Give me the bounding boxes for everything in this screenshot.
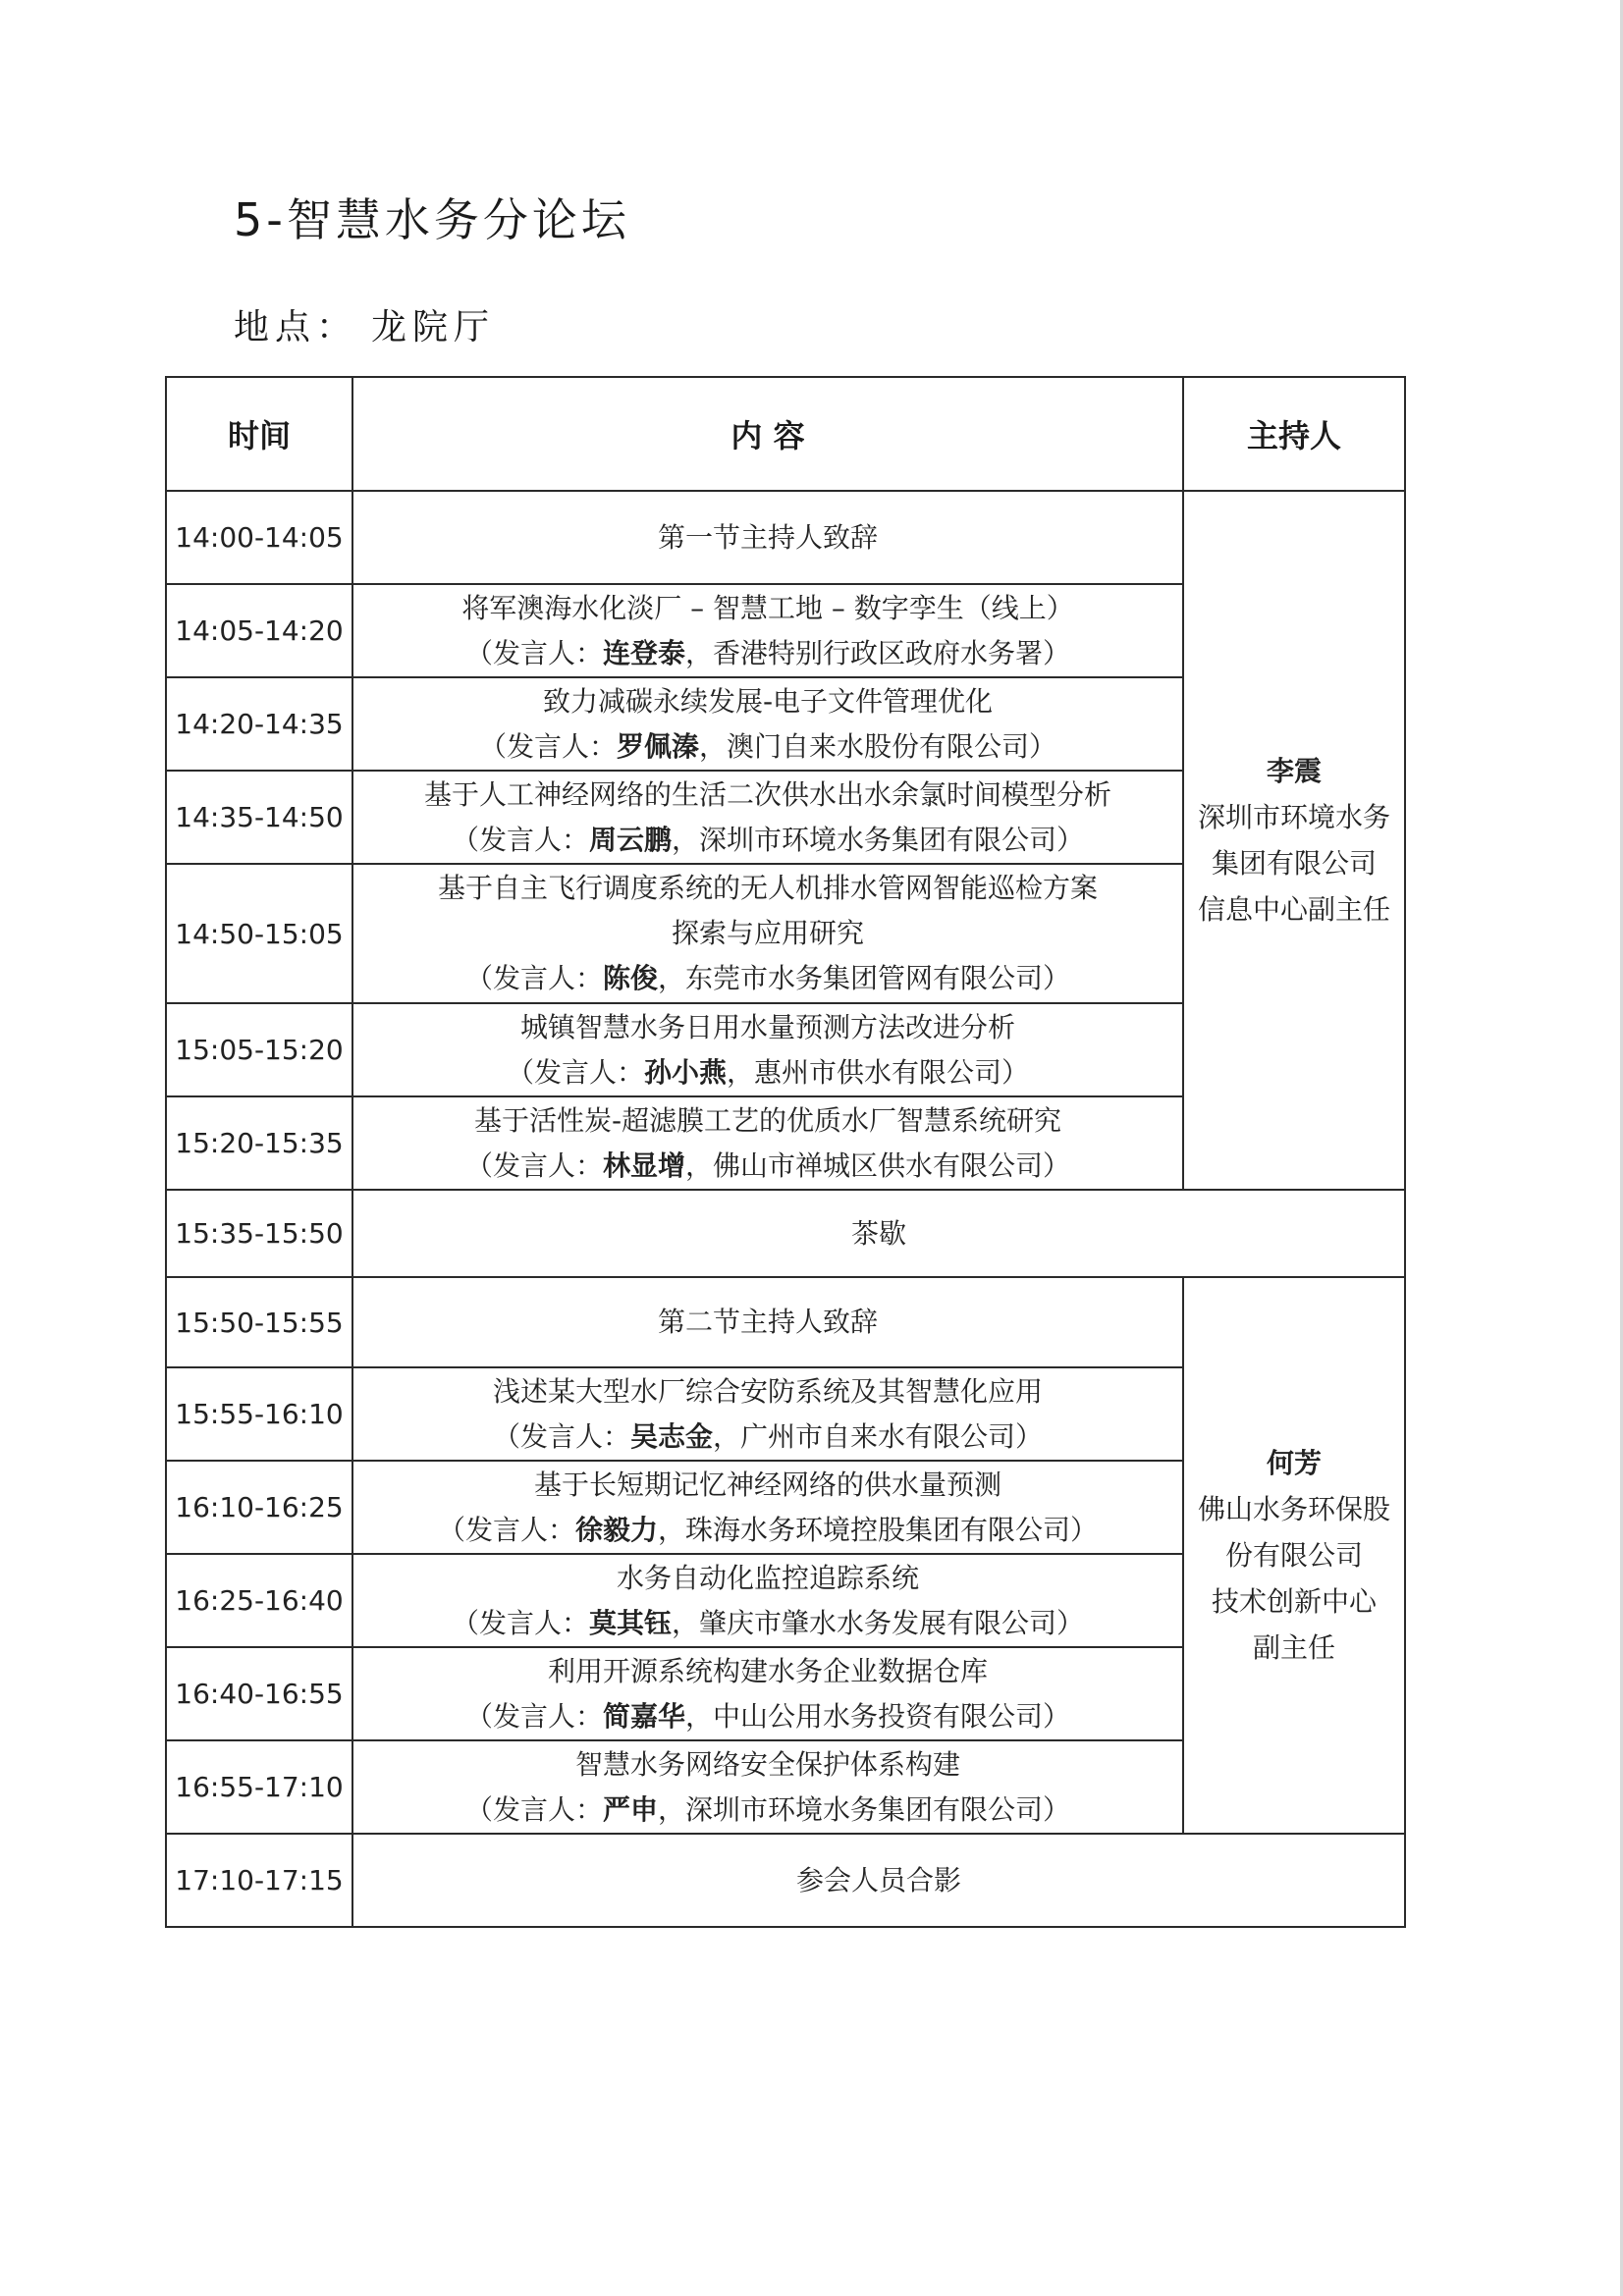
time-cell: 17:10-17:15 <box>166 1834 352 1927</box>
speaker-line <box>359 1694 1176 1739</box>
closing-row <box>166 1834 1405 1927</box>
time-cell: 14:50-15:05 <box>166 864 352 1003</box>
venue-label: 地点： <box>234 307 358 347</box>
content-cell <box>352 1096 1183 1190</box>
table-row <box>166 491 1405 584</box>
speaker-org: ，惠州市供水有限公司） <box>727 1055 1030 1089</box>
host-title-line: 集团有限公司 <box>1211 847 1377 880</box>
host-title-line: 佛山水务环保股 <box>1197 1493 1390 1525</box>
talk-title: 基于自主飞行调度系统的无人机排水管网智能巡检方案 <box>437 872 1098 904</box>
speaker-prefix: （发言人： <box>464 962 603 994</box>
venue-value: 龙院厅 <box>371 307 496 347</box>
speaker-line <box>359 1144 1176 1189</box>
content-cell <box>352 1003 1183 1096</box>
content-cell <box>352 677 1183 771</box>
speaker-prefix: （发言人： <box>464 1699 603 1733</box>
speaker-prefix: （发言人： <box>464 1148 603 1182</box>
header-host: 主持人 <box>1183 377 1405 491</box>
host-title-line: 技术创新中心 <box>1211 1585 1377 1618</box>
speaker-name: 吴志金 <box>629 1419 713 1453</box>
speaker-org: ，佛山市禅城区供水有限公司） <box>685 1148 1071 1182</box>
talk-title: 第一节主持人致辞 <box>657 520 878 554</box>
speaker-prefix: （发言人： <box>451 1606 589 1639</box>
talk-title: 城镇智慧水务日用水量预测方法改进分析 <box>519 1010 1015 1043</box>
time-cell: 14:00-14:05 <box>166 491 352 584</box>
speaker-line <box>359 1788 1176 1833</box>
table-row <box>166 1277 1405 1367</box>
speaker-org: ，香港特别行政区政府水务署） <box>685 636 1071 669</box>
time-cell: 16:10-16:25 <box>166 1461 352 1554</box>
break-cell: 茶歇 <box>352 1190 1405 1277</box>
venue-line <box>234 299 509 349</box>
time-cell: 15:05-15:20 <box>166 1003 352 1096</box>
talk-title: 基于活性炭-超滤膜工艺的优质水厂智慧系统研究 <box>473 1103 1062 1137</box>
speaker-prefix: （发言人： <box>464 636 603 669</box>
talk-title: 第二节主持人致辞 <box>657 1306 878 1338</box>
host-title-line: 副主任 <box>1252 1631 1335 1664</box>
speaker-line <box>359 1050 1176 1095</box>
speaker-name: 孙小燕 <box>643 1055 727 1089</box>
time-cell: 16:55-17:10 <box>166 1740 352 1834</box>
speaker-org: ，中山公用水务投资有限公司） <box>685 1699 1071 1733</box>
speaker-prefix: （发言人： <box>437 1513 575 1546</box>
speaker-name: 莫其钰 <box>588 1606 672 1639</box>
speaker-name: 罗佩溱 <box>616 729 699 763</box>
speaker-line <box>359 1601 1176 1646</box>
time-cell: 15:55-16:10 <box>166 1367 352 1461</box>
speaker-prefix: （发言人： <box>492 1419 630 1453</box>
talk-title: 致力减碳永续发展-电子文件管理优化 <box>542 684 994 718</box>
content-cell <box>352 1367 1183 1461</box>
speaker-line <box>359 956 1176 1001</box>
talk-title: 基于长短期记忆神经网络的供水量预测 <box>533 1468 1001 1501</box>
speaker-name: 简嘉华 <box>602 1699 685 1733</box>
host-name: 何芳 <box>1266 1447 1322 1479</box>
speaker-name: 徐毅力 <box>574 1513 658 1546</box>
talk-title: 浅述某大型水厂综合安防系统及其智慧化应用 <box>492 1374 1043 1408</box>
closing-cell: 参会人员合影 <box>352 1834 1405 1927</box>
host-cell-session2 <box>1183 1277 1405 1834</box>
header-row <box>166 377 1405 491</box>
content-cell <box>352 771 1183 864</box>
time-cell: 16:25-16:40 <box>166 1554 352 1647</box>
speaker-name: 严申 <box>602 1792 658 1826</box>
speaker-name: 连登泰 <box>602 636 685 669</box>
talk-title: 水务自动化监控追踪系统 <box>616 1561 919 1594</box>
speaker-line <box>359 724 1176 770</box>
time-cell: 15:35-15:50 <box>166 1190 352 1277</box>
speaker-org: ，东莞市水务集团管网有限公司） <box>658 962 1071 994</box>
speaker-org: ，深圳市环境水务集团有限公司） <box>672 823 1085 856</box>
speaker-prefix: （发言人： <box>464 1792 603 1826</box>
host-cell-session1 <box>1183 491 1405 1190</box>
host-title-line: 深圳市环境水务 <box>1197 801 1390 833</box>
talk-title: 智慧水务网络安全保护体系构建 <box>574 1747 960 1781</box>
host-title-line: 信息中心副主任 <box>1197 893 1390 926</box>
speaker-org: ，深圳市环境水务集团有限公司） <box>658 1792 1071 1826</box>
content-cell <box>352 864 1183 1003</box>
time-cell: 14:05-14:20 <box>166 584 352 677</box>
time-cell: 15:50-15:55 <box>166 1277 352 1367</box>
speaker-line <box>359 1415 1176 1460</box>
header-content: 内 容 <box>352 377 1183 491</box>
speaker-name: 陈俊 <box>602 962 658 994</box>
talk-title: 将军澳海水化淡厂 – 智慧工地 – 数字孪生（线上） <box>461 591 1074 624</box>
content-cell <box>352 491 1183 584</box>
speaker-line <box>359 631 1176 676</box>
content-cell <box>352 1647 1183 1740</box>
speaker-org: ，广州市自来水有限公司） <box>713 1419 1044 1453</box>
speaker-org: ，珠海水务环境控股集团有限公司） <box>658 1513 1099 1546</box>
speaker-prefix: （发言人： <box>451 823 589 856</box>
host-name: 李震 <box>1266 755 1322 787</box>
speaker-org: ，澳门自来水股份有限公司） <box>699 729 1057 763</box>
speaker-prefix: （发言人： <box>478 729 617 763</box>
content-cell <box>352 1277 1183 1367</box>
speaker-name: 林显增 <box>602 1148 685 1182</box>
speaker-org: ，肇庆市肇水水务发展有限公司） <box>672 1606 1085 1639</box>
content-cell <box>352 1740 1183 1834</box>
talk-title: 基于人工神经网络的生活二次供水出水余氯时间模型分析 <box>423 777 1111 811</box>
schedule-table <box>165 376 1406 1928</box>
break-row <box>166 1190 1405 1277</box>
time-cell: 16:40-16:55 <box>166 1647 352 1740</box>
speaker-prefix: （发言人： <box>506 1055 644 1089</box>
time-cell: 15:20-15:35 <box>166 1096 352 1190</box>
content-cell <box>352 1461 1183 1554</box>
talk-title: 利用开源系统构建水务企业数据仓库 <box>547 1654 988 1687</box>
speaker-name: 周云鹏 <box>588 823 672 856</box>
talk-title-cont: 探索与应用研究 <box>671 917 864 949</box>
time-cell: 14:35-14:50 <box>166 771 352 864</box>
speaker-line <box>359 818 1176 863</box>
content-cell <box>352 1554 1183 1647</box>
host-title-line: 份有限公司 <box>1224 1539 1363 1572</box>
speaker-line <box>359 1508 1176 1553</box>
time-cell: 14:20-14:35 <box>166 677 352 771</box>
header-time: 时间 <box>166 377 352 491</box>
content-cell <box>352 584 1183 677</box>
page-title: 5-智慧水务分论坛 <box>234 193 630 246</box>
